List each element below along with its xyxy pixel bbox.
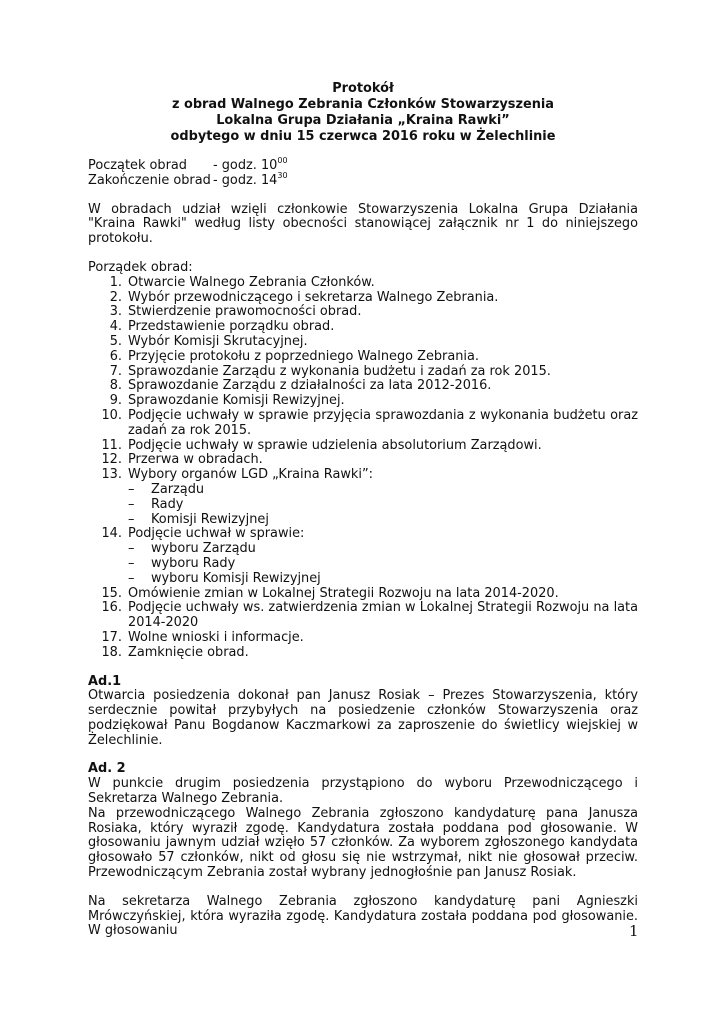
section-ad1 <box>88 675 638 749</box>
agenda <box>88 261 638 661</box>
agenda-item: 3. Stwierdzenie prawomocności obrad. <box>109 304 362 320</box>
agenda-sublist-13 <box>88 483 638 527</box>
ad2-paragraph-2: Na przewodniczącego Walnego Zebrania zgłoszono kandydaturę pana Janusza Rosiaka, który wyraził zgodę. Kandydatura została poddana pod głosowanie. W głosowaniu jawnym udział wzięło 57 członków. Za wyborem zgłoszonego kandydata głosowało 57 członków, nikt od głosu się nie wstrzymał, nikt nie głosował przeciw. Przewodniczącym Zebrania został wybrany jednogłośnie pan Janusz Rosiak. <box>88 805 638 881</box>
end-time-row <box>88 170 638 189</box>
agenda-item: 17. Wolne wnioski i informacje. <box>101 629 304 645</box>
agenda-item: 14. Podjęcie uchwał w sprawie: <box>101 526 305 542</box>
agenda-sublist-14 <box>88 542 638 586</box>
start-label: Początek obrad <box>88 158 187 173</box>
agenda-list-end <box>88 587 638 661</box>
agenda-item: 13. Wybory organów LGD „Kraina Rawki”: <box>101 467 373 483</box>
agenda-list <box>88 276 638 483</box>
start-value: - godz. $10^{00}$ <box>213 155 288 173</box>
agenda-item: 9. Sprawozdanie Komisji Rewizyjnej. <box>109 393 345 409</box>
end-minutes: 30 <box>277 170 288 180</box>
agenda-list-cont <box>88 527 638 542</box>
agenda-item: 18. Zamknięcie obrad. <box>101 644 249 660</box>
agenda-item: 10. Podjęcie uchwały w sprawie przyjęcia sprawozdania z wykonania budżetu oraz zadań za rok 2015. <box>101 407 638 438</box>
agenda-item: 5. Wybór Komisji Skrutacyjnej. <box>109 333 308 349</box>
ad2-paragraph-3: Na sekretarza Walnego Zebrania zgłoszono kandydaturę pani Agnieszki Mrówczyńskiej, która wyraziła zgodę. Kandydatura została poddana pod głosowanie. W głosowaniu <box>88 893 638 939</box>
title-line-2: z obrad Walnego Zebrania Członków Stowarzyszenia <box>171 97 554 112</box>
agenda-subitem: – Rady <box>128 496 184 512</box>
document-title <box>88 81 638 145</box>
agenda-item: 15. Omówienie zmian w Lokalnej Strategii Rozwoju na lata 2014-2020. <box>101 585 559 601</box>
agenda-subitem: – Komisji Rewizyjnej <box>128 511 269 527</box>
agenda-item: 11. Podjęcie uchwały w sprawie udzielenia absolutorium Zarządowi. <box>101 437 542 453</box>
ad1-heading: Ad.1 <box>88 673 122 689</box>
title-line-3: Lokalna Grupa Działania „Kraina Rawki” <box>216 113 510 128</box>
title-line-4: odbytego w dniu 15 czerwca 2016 roku w Żelechlinie <box>170 129 556 144</box>
start-minutes: 00 <box>277 155 288 165</box>
agenda-subitem: – Zarządu <box>128 481 205 497</box>
agenda-subitem: – wyboru Komisji Rewizyjnej <box>128 570 321 586</box>
title-line-1: Protokół <box>332 81 394 96</box>
document-page <box>88 81 638 939</box>
agenda-item: 7. Sprawozdanie Zarządu z wykonania budżetu i zadań za rok 2015. <box>109 363 551 379</box>
intro-paragraph: W obradach udział wzięli członkowie Stowarzyszenia Lokalna Grupa Działania "Kraina Rawki" według listy obecności stanowiącej załącznik nr 1 do niniejszego protokołu. <box>88 201 638 247</box>
agenda-item: 16. Podjęcie uchwały ws. zatwierdzenia zmian w Lokalnej Strategii Rozwoju na lata 2014-2020 <box>101 600 638 631</box>
agenda-item: 12. Przerwa w obradach. <box>101 452 263 468</box>
section-ad2 <box>88 762 638 939</box>
agenda-heading: Porządek obrad: <box>88 259 193 275</box>
agenda-item: 6. Przyjęcie protokołu z poprzedniego Walnego Zebrania. <box>109 348 480 364</box>
end-label: Zakończenie obrad <box>88 172 211 188</box>
agenda-subitem: – wyboru Rady <box>128 555 236 571</box>
agenda-item: 8. Sprawozdanie Zarządu z działalności za lata 2012-2016. <box>109 378 492 394</box>
end-value: - godz. $14^{30}$ <box>213 170 288 188</box>
agenda-item: 4. Przedstawienie porządku obrad. <box>109 319 335 335</box>
start-time-row <box>88 155 638 174</box>
ad2-paragraph-1: W punkcie drugim posiedzenia przystąpiono do wyboru Przewodniczącego i Sekretarza Walnego Zebrania. <box>88 776 638 807</box>
meeting-times <box>88 155 638 189</box>
page-number: 1 <box>629 922 639 940</box>
agenda-subitem: – wyboru Zarządu <box>128 541 256 557</box>
ad2-heading: Ad. 2 <box>88 761 126 777</box>
agenda-item: 1. Otwarcie Walnego Zebrania Członków. <box>109 274 375 290</box>
ad1-paragraph: Otwarcia posiedzenia dokonał pan Janusz Rosiak – Prezes Stowarzyszenia, który serdecznie powitał przybyłych na posiedzenie członków Stowarzyszenia oraz podziękował Panu Bogdanow Kaczmarkowi za zaproszenie do świetlicy wiejskiej w Żelechlinie. <box>88 688 638 748</box>
agenda-item: 2. Wybór przewodniczącego i sekretarza Walnego Zebrania. <box>109 289 499 305</box>
